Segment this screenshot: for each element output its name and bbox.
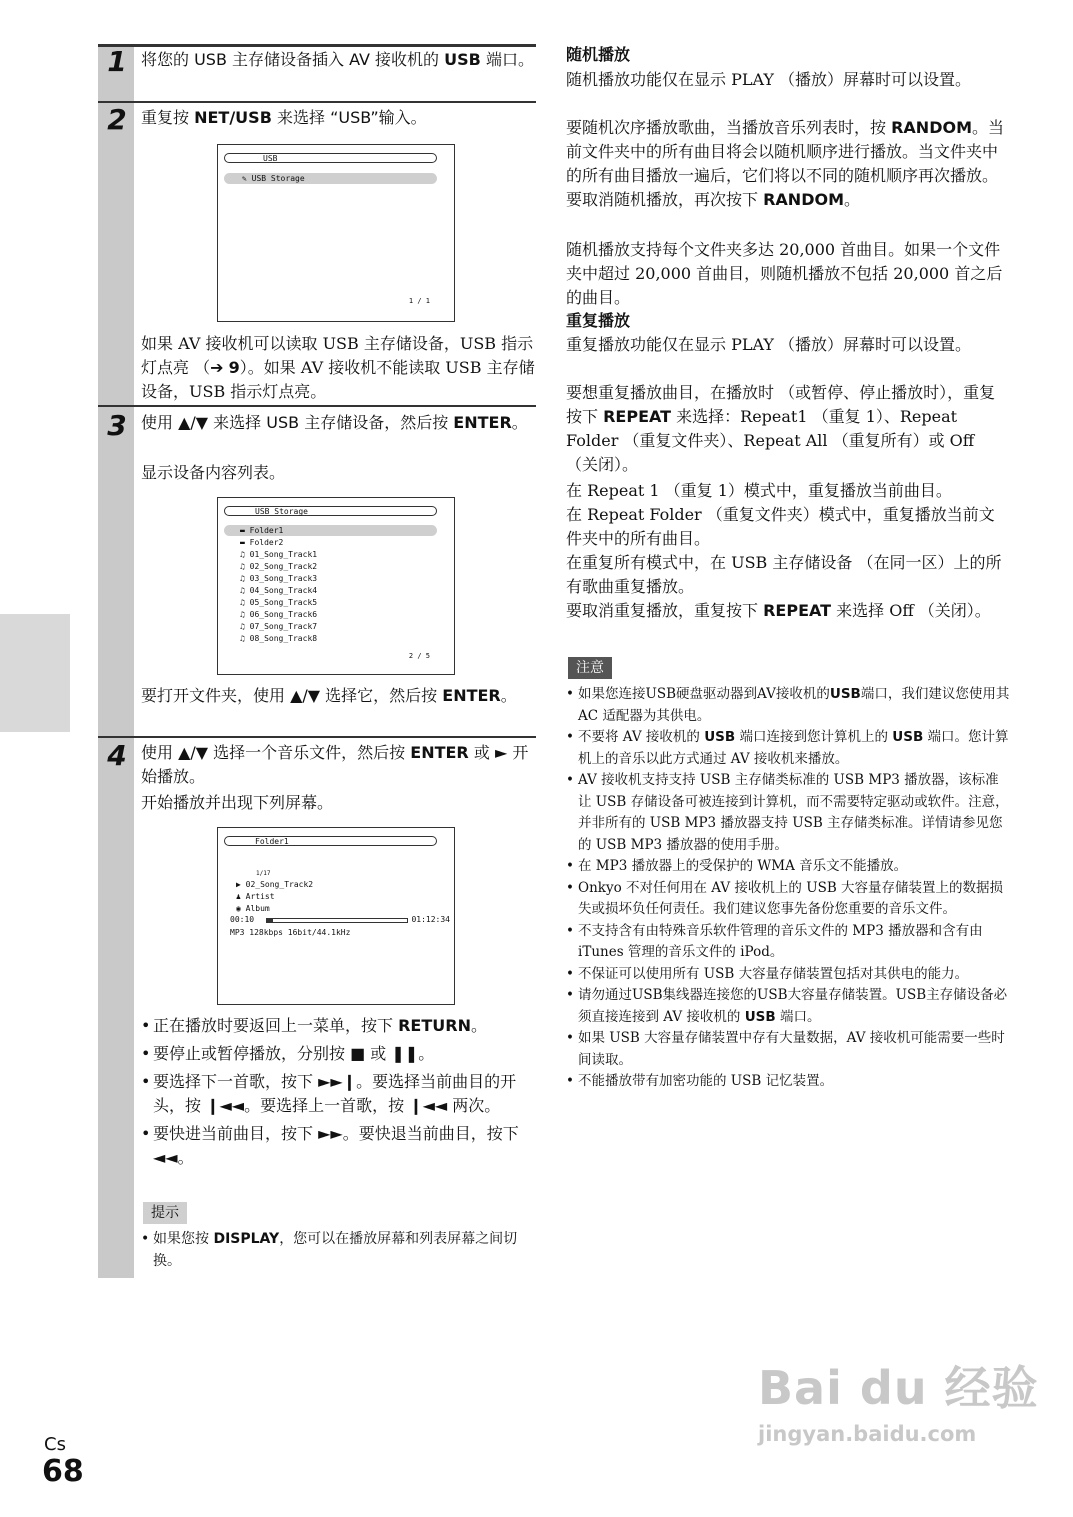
usb-storage-icon: ✎ [242, 174, 247, 183]
track-row[interactable]: ♫ 08_Song_Track8 [240, 634, 318, 643]
list-item: • 不支持含有由特殊音乐软件管理的音乐文件的 MP3 播放器和含有由 iTunes 管理的音乐文件的 iPod。 [566, 921, 1010, 964]
progress-fill [267, 919, 273, 922]
track-row[interactable]: ♫ 04_Song_Track4 [240, 586, 318, 595]
screen-header: Folder1 [224, 836, 437, 846]
format-info: MP3 128kbps 16bit/44.1kHz [230, 928, 351, 937]
note-label: 注意 [568, 657, 612, 679]
music-note-icon: ♫ [240, 622, 250, 631]
rule-1b [98, 101, 536, 103]
step3-sub: 显示设备内容列表。 [141, 463, 286, 482]
step3-text: 使用 ▲/▼ 来选择 USB 主存储设备，然后按 ENTER。 [141, 413, 528, 432]
language-code: Cs [44, 1434, 66, 1455]
step-number-bar [98, 46, 134, 1278]
list-item[interactable]: ✎ USB Storage [242, 174, 305, 183]
repeat-p4: 在 Repeat Folder （重复文件夹）模式中，重复播放当前文件夹中的所有曲目。 [566, 505, 995, 548]
random-title: 随机播放 [566, 45, 631, 64]
list-item: • 如果 USB 大容量存储装置中存有大量数据，AV 接收机可能需要一些时间读取。 [566, 1028, 1010, 1071]
track-row: ▶ 02_Song_Track2 [236, 880, 314, 889]
list-item: • 要快进当前曲目，按下 ►►。要快退当前曲目，按下 ◄◄。 [141, 1122, 535, 1170]
list-screen [217, 497, 455, 675]
watermark-logo: Bai du 经验 [758, 1361, 1039, 1415]
step-number: 1 [107, 45, 127, 78]
music-note-icon: ♫ [240, 562, 250, 571]
step3-after: 要打开文件夹，使用 ▲/▼ 选择它，然后按 ENTER。 [141, 686, 517, 705]
notes-list [566, 684, 1010, 1093]
music-note-icon: ♫ [240, 550, 250, 559]
list-item: • AV 接收机支持支持 USB 主存储类标准的 USB MP3 播放器，该标准让 USB 存储设备可被连接到计算机，而不需要特定驱动或软件。注意，并非所有的 USB MP3 播放器支持 USB 主存储类标准。详情请参见您的 USB MP3 播放器的使用手册。 [566, 770, 1010, 856]
list-item: • 如果您连接USB硬盘驱动器到AV接收机的USB端口，我们建议您使用其 AC 适配器为其供电。 [566, 684, 1010, 727]
progress-bar [266, 918, 408, 923]
screen-header: USB [224, 153, 437, 163]
list-item: • 要停止或暂停播放，分别按 ■ 或 ❚❚。 [141, 1042, 535, 1066]
list-item: • 在 MP3 播放器上的受保护的 WMA 音乐文不能播放。 [566, 856, 1010, 878]
list-item: • 如果您按 DISPLAY，您可以在播放屏幕和列表屏幕之间切换。 [141, 1228, 535, 1272]
music-note-icon: ♫ [240, 574, 250, 583]
artist-icon: ♟ [236, 892, 241, 901]
music-note-icon: ♫ [240, 634, 250, 643]
music-note-icon: ♫ [240, 586, 250, 595]
music-note-icon: ♫ [240, 598, 250, 607]
random-p3: 随机播放支持每个文件夹多达 20,000 首曲目。如果一个文件夹中超过 20,000 首曲目，则随机播放不包括 20,000 首之后的曲目。 [566, 240, 1003, 307]
rule-top [98, 44, 536, 47]
list-item: • 不保证可以使用所有 USB 大容量存储装置包括对其供电的能力。 [566, 964, 1010, 986]
page-indicator: 1 / 1 [408, 297, 430, 305]
step4-text: 使用 ▲/▼ 选择一个音乐文件，然后按 ENTER 或 ► 开始播放。 [141, 743, 529, 786]
step-number: 4 [107, 739, 127, 772]
repeat-p5: 在重复所有模式中，在 USB 主存储设备 （在同一区）上的所有歌曲重复播放。 [566, 553, 1002, 596]
step2-text: 重复按 NET/USB 来选择 “USB”输入。 [141, 108, 427, 127]
play-screen [217, 827, 455, 1005]
list-item: • Onkyo 不对任何用在 AV 接收机上的 USB 大容量存储装置上的数据损失或损坏负任何责任。我们建议您事先备份您重要的音乐文件。 [566, 878, 1010, 921]
track-row[interactable]: ♫ 03_Song_Track3 [240, 574, 318, 583]
track-count: 1/17 [256, 870, 271, 877]
album-row: ◉ Album [236, 904, 270, 913]
list-item: • 请勿通过USB集线器连接您的USB大容量存储装置。USB主存储设备必须直接连接到 AV 接收机的 USB 端口。 [566, 985, 1010, 1028]
screen-header: USB Storage [224, 506, 437, 516]
repeat-p2: 要想重复播放曲目，在播放时 （或暂停、停止播放时），重复按下 REPEAT 来选择：Repeat1 （重复 1）、Repeat Folder （重复文件夹）、Repeat All （重复所有）或 Off （关闭）。 [566, 383, 996, 474]
step-number: 2 [107, 103, 127, 136]
random-p2: 要随机次序播放歌曲，当播放音乐列表时，按 RANDOM。当前文件夹中的所有曲目将会以随机顺序进行播放。当文件夹中的所有曲目播放一遍后，它们将以不同的随机顺序再次播放。要取消随机播放，再次按下 RANDOM。 [566, 118, 1005, 209]
usb-screen [217, 144, 455, 322]
list-item: • 正在播放时要返回上一菜单，按下 RETURN。 [141, 1014, 535, 1038]
step4-bullets [141, 1014, 535, 1170]
music-note-icon: ♫ [240, 610, 250, 619]
watermark [758, 1352, 1039, 1446]
list-item: • 不能播放带有加密功能的 USB 记忆装置。 [566, 1071, 1010, 1093]
track-row[interactable]: ♫ 01_Song_Track1 [240, 550, 318, 559]
track-row[interactable]: ♫ 05_Song_Track5 [240, 598, 318, 607]
folder-row[interactable]: ▬ Folder1 [240, 526, 284, 535]
step-number: 3 [107, 409, 127, 442]
track-row[interactable]: ♫ 02_Song_Track2 [240, 562, 318, 571]
folder-icon: ▬ [240, 538, 250, 547]
repeat-p3: 在 Repeat 1 （重复 1）模式中，重复播放当前曲目。 [566, 481, 952, 500]
rule-2 [98, 405, 536, 407]
artist-row: ♟ Artist [236, 892, 275, 901]
step2-para: 如果 AV 接收机可以读取 USB 主存储设备，USB 指示灯点亮 （➔ 9）。如果 AV 接收机不能读取 USB 主存储设备，USB 指示灯点亮。 [141, 334, 535, 401]
elapsed-time: 00:10 [230, 915, 255, 924]
watermark-url: jingyan.baidu.com [758, 1422, 977, 1446]
folder-icon: ▬ [240, 526, 250, 535]
page-number: 68 [42, 1454, 84, 1489]
list-item: • 要选择下一首歌，按下 ►►❙。要选择当前曲目的开头，按 ❙◄◄。要选择上一首歌，按 ❙◄◄ 两次。 [141, 1070, 535, 1118]
tip-list [141, 1228, 535, 1272]
side-tab [0, 614, 70, 732]
play-icon: ▶ [236, 880, 241, 889]
repeat-p1: 重复播放功能仅在显示 PLAY （播放）屏幕时可以设置。 [566, 335, 972, 354]
step4-sub: 开始播放并出现下列屏幕。 [141, 793, 334, 812]
total-time: 01:12:34 [411, 915, 450, 924]
rule-3 [98, 736, 536, 738]
list-item: • 不要将 AV 接收机的 USB 端口连接到您计算机上的 USB 端口。您计算机上的音乐以此方式通过 AV 接收机来播放。 [566, 727, 1010, 770]
repeat-title: 重复播放 [566, 311, 631, 330]
track-row[interactable]: ♫ 06_Song_Track6 [240, 610, 318, 619]
track-row[interactable]: ♫ 07_Song_Track7 [240, 622, 318, 631]
step1-text: 将您的 USB 主存储设备插入 AV 接收机的 USB 端口。 [141, 50, 534, 69]
folder-row[interactable]: ▬ Folder2 [240, 538, 284, 547]
random-p1: 随机播放功能仅在显示 PLAY （播放）屏幕时可以设置。 [566, 70, 972, 89]
repeat-p6: 要取消重复播放，重复按下 REPEAT 来选择 Off （关闭）。 [566, 601, 991, 620]
album-icon: ◉ [236, 904, 241, 913]
tip-label: 提示 [143, 1202, 187, 1224]
page-indicator: 2 / 5 [408, 652, 430, 660]
